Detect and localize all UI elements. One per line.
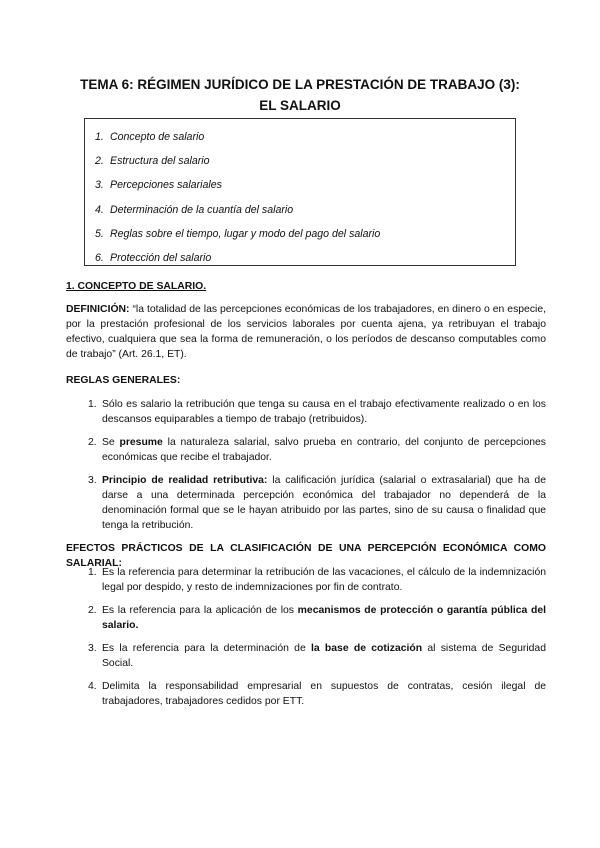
section-heading-concepto [66, 279, 546, 294]
toc-item [95, 173, 515, 197]
toc-label: Protección del salario [110, 252, 212, 265]
definition-label: DEFINICIÓN: [66, 304, 130, 315]
title-line-1: TEMA 6: RÉGIMEN JURÍDICO DE LA PRESTACIÓN DE TRABAJO (3): [80, 77, 520, 92]
table-of-contents [84, 118, 516, 266]
item-text [102, 435, 546, 465]
list-item [88, 565, 546, 595]
item-text-pre: Delimita la responsabilidad empresarial en supuestos de contratas, cesión ilegal de trabajadores, trabajadores cedidos por ETT. [102, 681, 546, 707]
item-number: 3. [88, 475, 97, 486]
reglas-heading [66, 373, 546, 388]
toc-number: 2. [95, 155, 104, 168]
toc-number: 4. [95, 203, 104, 216]
item-text-bold: Principio de realidad retributiva: [102, 475, 268, 486]
item-text [102, 397, 546, 427]
toc-label: Percepciones salariales [110, 179, 222, 192]
item-number: 1. [88, 567, 97, 578]
toc-item [95, 222, 515, 246]
toc-item [95, 246, 515, 270]
item-number: 3. [88, 643, 97, 654]
list-item [88, 397, 546, 427]
item-text-pre: Es la referencia para la determinación de [102, 643, 311, 654]
title-line-2: EL SALARIO [259, 98, 341, 113]
item-text-pre: Se [102, 437, 120, 448]
item-text-bold: presume [119, 437, 163, 448]
toc-label: Estructura del salario [110, 155, 210, 168]
item-text [102, 679, 546, 709]
toc-label: Determinación de la cuantía del salario [110, 203, 294, 216]
item-text-bold: mecanismos de protección o garantía pública del salario. [102, 605, 547, 631]
toc-label: Concepto de salario [110, 131, 205, 143]
toc-number: 3. [95, 179, 104, 192]
toc-number: 1. [95, 131, 104, 143]
efectos-heading-text: EFECTOS PRÁCTICOS DE LA CLASIFICACIÓN DE UNA PERCEPCIÓN ECONÓMICA COMO SALARIAL: [66, 543, 546, 569]
toc-number: 5. [95, 227, 104, 240]
toc-item [95, 149, 515, 173]
reglas-list [88, 397, 546, 533]
item-text-post: al sistema de Seguridad Social. [102, 643, 546, 669]
definition-paragraph [66, 302, 546, 362]
list-item [88, 473, 546, 533]
item-text [102, 565, 546, 595]
item-text-pre: Es la referencia para determinar la retribución de las vacaciones, el cálculo de la indemnización legal por despido, y resto de indemnizaciones por fin de contrato. [102, 567, 546, 593]
toc-item [95, 125, 515, 149]
toc-item [95, 198, 515, 222]
item-text-bold: la base de cotización [311, 643, 423, 654]
item-text [102, 603, 546, 633]
efectos-list [88, 565, 546, 709]
list-item [88, 603, 546, 633]
item-text [102, 473, 546, 533]
item-text-post: la calificación jurídica (salarial o extrasalarial) que ha de darse a una determinada percepción económica del trabajador no dependerá de la denominación formal que se le hayan atribuido por las partes, sino de su causa o finalidad que tenga la retribución. [102, 475, 546, 531]
list-item [88, 435, 546, 465]
item-number: 1. [88, 399, 97, 410]
item-number: 4. [88, 681, 97, 692]
toc-label: Reglas sobre el tiempo, lugar y modo del pago del salario [110, 227, 381, 240]
page-title [60, 74, 540, 116]
section-heading: 1. CONCEPTO DE SALARIO. [66, 281, 207, 292]
item-text-post: la naturaleza salarial, salvo prueba en contrario, del conjunto de percepciones económicas que recibe el trabajador. [102, 437, 546, 463]
list-item [88, 641, 546, 671]
item-text-pre: Es la referencia para la aplicación de los [102, 605, 298, 616]
item-number: 2. [88, 437, 97, 448]
toc-number: 6. [95, 252, 104, 265]
reglas-heading-text: REGLAS GENERALES: [66, 375, 181, 386]
item-text [102, 641, 546, 671]
item-text-pre: Sólo es salario la retribución que tenga su causa en el trabajo efectivamente realizado o en los descansos equiparables a tiempo de trabajo (retribuidos). [102, 399, 546, 425]
list-item [88, 679, 546, 709]
item-number: 2. [88, 605, 97, 616]
definition-text: “la totalidad de las percepciones económicas de los trabajadores, en dinero o en especie, por la prestación profesional de los servicios laborales por cuenta ajena, ya retribuyan el trabajo efectivo, cualquiera que sea la forma de remuneración, o los períodos de descanso computables como de trabajo” (Art. 26.1, ET). [66, 304, 546, 360]
